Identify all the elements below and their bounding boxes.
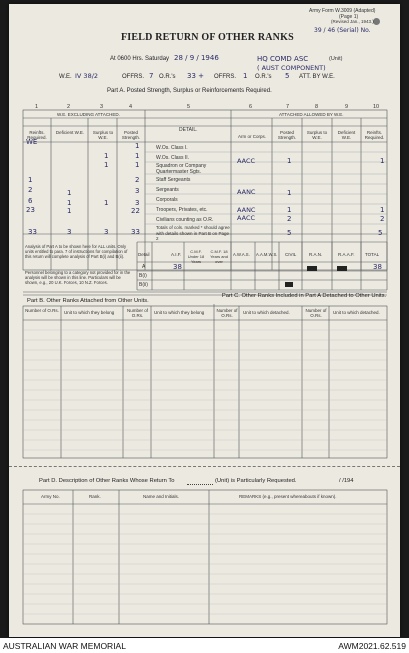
row-civilians: Civilians counting as O.R. — [156, 217, 214, 223]
att-label: ATT. BY W.E. — [299, 74, 335, 80]
c10-row7: 1 — [380, 206, 385, 214]
b-col-num-1: Number of O.Rs. — [25, 308, 59, 313]
c-col-num-2: Number of O.Rs. — [305, 308, 327, 318]
c1-row5: 2 — [28, 186, 33, 194]
an-head-ran: R.A.N. — [309, 252, 323, 257]
an-total-value: 38 — [373, 263, 382, 271]
an-row-bi: B(i) — [139, 273, 147, 279]
redaction-block — [285, 282, 293, 287]
c10-row2: 1 — [380, 157, 385, 165]
part-b-title: Part B. Other Ranks Attached from Other Units. — [27, 298, 149, 304]
attached-allowed-heading: ATTACHED ALLOWED BY W.E. — [279, 112, 344, 117]
page-number: (Page 1) — [339, 14, 359, 20]
form-reference: Army Form W.3009 (Adapted) — [309, 8, 376, 14]
d-col-army-no: Army No. — [41, 494, 60, 499]
archive-id: AWM2021.62.519 — [338, 641, 406, 651]
row-wo-class-1: W.Os. Class I. — [156, 145, 188, 151]
an-head-cmf-over: C.M.F. 18 Years and over — [210, 249, 228, 264]
col-head-surplus: Surplus to W.E. — [92, 130, 114, 140]
col-number-4: 4 — [129, 104, 133, 110]
c3-total: 3 — [104, 228, 109, 236]
row-squadron-qm: Squadron or Company Quartermaster Sgts. — [156, 163, 207, 175]
c2-row7: 1 — [67, 207, 72, 215]
an-row-bii: B(ii) — [139, 282, 148, 288]
b-col-unit-1: Unit to which they belong — [64, 310, 115, 315]
c4-row3: 1 — [135, 161, 140, 169]
c10-total: 5 — [378, 229, 383, 237]
part-c-title: Part C. Other Ranks Included in Part A Detached to Other Units. — [221, 293, 387, 299]
col-head-arm: Arm or Corps. — [237, 134, 266, 139]
c10-row8: 2 — [380, 215, 385, 223]
an-aif-value: 38 — [173, 263, 182, 271]
c2-row5: 1 — [67, 189, 72, 197]
redaction-block — [307, 266, 317, 271]
col-head-deficient-r: Deficient W.E. — [337, 130, 356, 140]
we-excluding-heading: W.E. EXCLUDING ATTACHED. — [57, 112, 120, 117]
an-head-total: TOTAL — [365, 252, 380, 257]
c4-row4: 2 — [135, 176, 140, 184]
perforation-line — [9, 466, 400, 467]
unit-type: (Unit) — [329, 56, 343, 62]
row-wo-class-2: W.Os. Class II. — [156, 155, 190, 161]
c2-row6: 1 — [67, 199, 72, 207]
date-value: 28 / 9 / 1946 — [174, 54, 219, 62]
c7-row2: 1 — [287, 157, 292, 165]
c7-row5: 1 — [287, 189, 292, 197]
row-troopers: Troopers, Privates, etc. — [156, 207, 208, 213]
c3-row2: 1 — [104, 152, 109, 160]
c-col-num-1: Number of O.Rs. — [216, 308, 238, 318]
col-number-10: 10 — [373, 104, 380, 110]
part-d-title-2: (Unit) is Particularly Requested. — [215, 478, 297, 484]
form-page — [9, 4, 400, 637]
d-col-name: Name and Initials. — [143, 494, 180, 499]
c7-row7: 1 — [287, 206, 292, 214]
an-head-aamws: A.A.M.W.S. — [256, 252, 278, 257]
c3-row6: 1 — [104, 199, 109, 207]
redaction-block — [337, 266, 347, 271]
we-value: IV 38/2 — [75, 72, 99, 80]
part-d-unit-blank — [187, 484, 213, 485]
ors-value: 33 + — [187, 72, 204, 80]
col-number-3: 3 — [100, 104, 104, 110]
an-head-awas: A.W.A.S. — [233, 252, 250, 257]
c-col-unit-1: Unit to which detached. — [243, 310, 290, 315]
col-number-7: 7 — [286, 104, 290, 110]
c4-row7: 22 — [131, 207, 140, 215]
offrs-value: 7 — [149, 72, 154, 80]
ors2-value: 5 — [285, 72, 290, 80]
d-col-rank: Rank. — [89, 494, 101, 499]
analysis-footnote: Personnel belonging to a category not provided for in the analysis will be shown in this line. Particulars will be shown, e.g., 20 U.K. Forces, 10 N.Z. Forces. — [25, 270, 131, 285]
c4-row6: 3 — [135, 199, 140, 207]
offrs2-value: 1 — [243, 72, 248, 80]
an-head-cmf-under: C.M.F. Under 18 Years — [187, 249, 205, 264]
analysis-note: Analysis of Part A to be shown here for ALL units. Only units entitled to para. 7 of instructions for compilation of this return will complete analysis of Part B(i) and B(ii). — [25, 244, 128, 259]
row-sergeants: Sergeants — [156, 187, 179, 193]
punch-hole — [373, 18, 380, 25]
offrs-label: OFFRS. — [122, 74, 144, 80]
c4-row1: 1 — [135, 142, 140, 150]
form-title: FIELD RETURN OF OTHER RANKS — [121, 32, 294, 43]
ors-label: O.R.'s — [159, 74, 176, 80]
col-number-6: 6 — [249, 104, 253, 110]
unit-value: HQ COMD ASC — [257, 55, 309, 63]
arm-row2: AACC — [237, 157, 256, 165]
col-head-posted-r: Posted Strength. — [277, 130, 297, 140]
col-head-reinfts: Reinfts. Required. — [27, 130, 47, 140]
col-number-8: 8 — [315, 104, 319, 110]
c-col-unit-2: Unit to which detached. — [333, 310, 380, 315]
an-row-a: A — [142, 264, 146, 270]
archive-footer — [0, 638, 409, 653]
c4-row2: 1 — [135, 152, 140, 160]
c2-total: 3 — [67, 228, 72, 236]
b-col-unit-2: Unit to which they belong — [154, 310, 205, 315]
part-d-date: / /194 — [339, 478, 354, 484]
archive-name: AUSTRALIAN WAR MEMORIAL — [3, 641, 126, 651]
we-label: W.E. — [59, 74, 72, 80]
time-label: At 0600 Hrs. Saturday — [110, 56, 170, 62]
col-number-1: 1 — [35, 104, 39, 110]
c1-row6: 6 — [28, 197, 33, 205]
an-head-aif: A.I.F. — [171, 252, 182, 257]
arm-row7: AANC — [237, 206, 256, 214]
row-totals: Totals of cols. marked * should agree with details shown in Part B on Page 2 — [156, 225, 230, 241]
an-head-civil: CIVIL — [285, 252, 297, 257]
c1-row1: WE — [26, 138, 38, 146]
c1-total: 33 — [28, 228, 37, 236]
row-staff-sergeants: Staff Sergeants — [156, 177, 191, 183]
col-number-9: 9 — [345, 104, 349, 110]
part-a-title: Part A. Posted Strength, Surplus or Reinforcements Required. — [107, 88, 272, 94]
c4-total: 33 — [131, 228, 140, 236]
offrs2-label: OFFRS. — [214, 74, 236, 80]
part-d-title: Part D. Description of Other Ranks Whose Return To — [39, 478, 175, 484]
c1-row4: 1 — [28, 176, 33, 184]
col-number-2: 2 — [67, 104, 71, 110]
d-col-remarks: REMARKS (e.g., present whereabouts if known). — [239, 494, 337, 499]
arm-row8: AACC — [237, 214, 256, 222]
serial-number: 39 / 46 (Serial) No. — [314, 27, 371, 34]
c7-total: 5 — [287, 229, 292, 237]
c3-row3: 1 — [104, 161, 109, 169]
revision-note: (Revised Jan., 1943.) — [331, 19, 374, 24]
ors2-label: O.R.'s — [255, 74, 272, 80]
col-head-reinfts-r: Reinfts. Required. — [364, 130, 385, 140]
an-head-raaf: R.A.A.F. — [338, 252, 355, 257]
part-d-grid — [9, 488, 400, 628]
c4-row5: 3 — [135, 187, 140, 195]
c7-row8: 2 — [287, 215, 292, 223]
detail-heading: DETAIL. — [179, 127, 198, 133]
unit-note: ( AUST COMPONENT) — [257, 64, 326, 72]
arm-row5: AANC — [237, 188, 256, 196]
col-head-posted: Posted Strength. — [121, 130, 141, 140]
col-head-surplus-r: Surplus to W.E. — [306, 130, 328, 140]
part-bc-grid — [9, 304, 400, 464]
c1-row7: 23 — [26, 206, 35, 214]
b-col-num-2: Number of O.Rs. — [126, 308, 148, 318]
col-head-deficient: Deficient W.E. — [55, 130, 85, 135]
col-number-5: 5 — [187, 104, 191, 110]
an-head-detail: Detail — [138, 252, 150, 257]
row-corporals: Corporals — [156, 197, 178, 203]
